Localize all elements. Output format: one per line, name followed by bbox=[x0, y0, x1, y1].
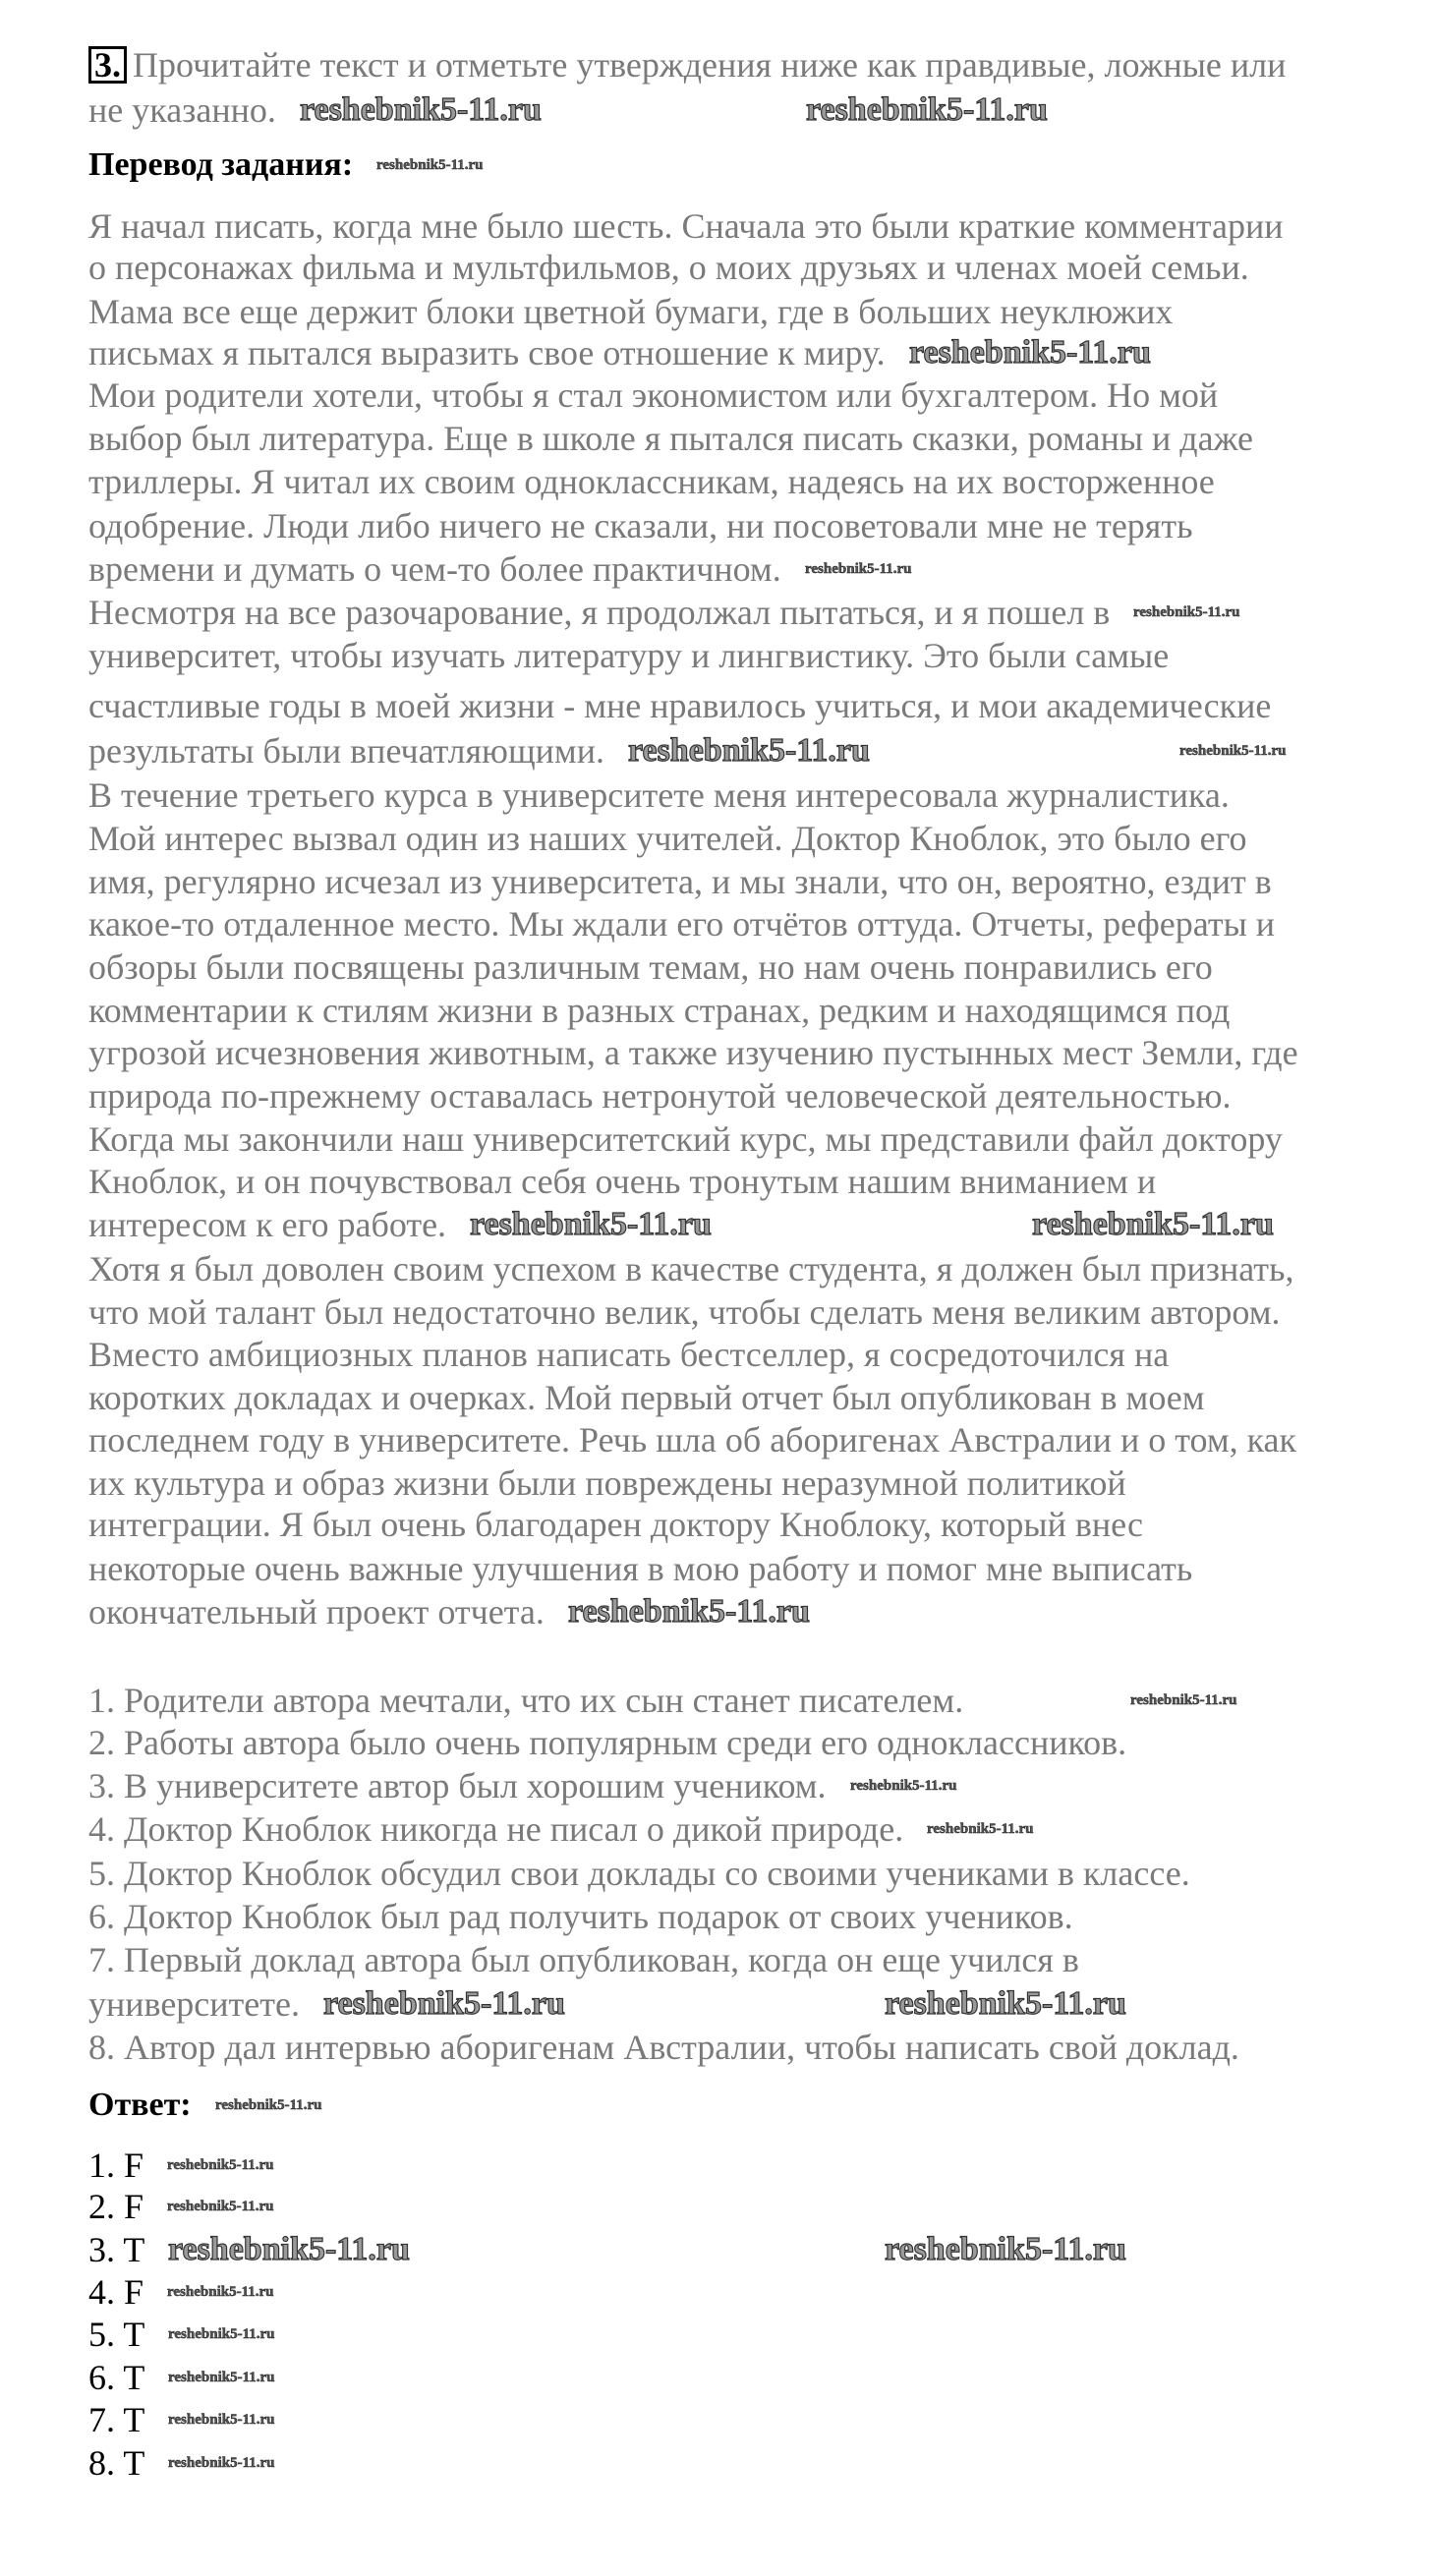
answer-item: 6. T bbox=[88, 2358, 145, 2397]
text-line: университет, чтобы изучать литературу и лингвистику. Это были самые bbox=[88, 636, 1170, 675]
watermark-text: reshebnik5-11.ru bbox=[1133, 603, 1240, 620]
text-line: Несмотря на все разочарование, я продолжал пытаться, и я пошел в bbox=[88, 593, 1111, 632]
text-line: Вместо амбициозных планов написать бестселлер, я сосредоточился на bbox=[88, 1335, 1170, 1374]
text-line: интересом к его работе. bbox=[88, 1205, 447, 1244]
text-line: окончательный проект отчета. bbox=[88, 1592, 545, 1631]
text-line: коротких докладах и очерках. Мой первый отчет был опубликован в моем bbox=[88, 1378, 1205, 1417]
watermark-text: reshebnik5-11.ru bbox=[167, 2283, 274, 2300]
watermark-text: reshebnik5-11.ru bbox=[628, 732, 870, 769]
answer-item: 1. F bbox=[88, 2146, 144, 2185]
statement-line: 2. Работы автора было очень популярным среди его одноклассников. bbox=[88, 1723, 1127, 1762]
text-line: выбор был литература. Еще в школе я пытался писать сказки, романы и даже bbox=[88, 419, 1253, 458]
watermark-text: reshebnik5-11.ru bbox=[168, 2325, 275, 2342]
answer-item: 2. F bbox=[88, 2187, 144, 2226]
answer-item: 8. T bbox=[88, 2443, 145, 2483]
watermark-text: reshebnik5-11.ru bbox=[168, 2369, 275, 2385]
watermark-text: reshebnik5-11.ru bbox=[1032, 1206, 1274, 1242]
answer-heading: Ответ: bbox=[88, 2087, 192, 2123]
watermark-text: reshebnik5-11.ru bbox=[167, 2156, 274, 2173]
watermark-text: reshebnik5-11.ru bbox=[168, 2454, 275, 2471]
text-line: последнем году в университете. Речь шла об аборигенах Австралии и о том, как bbox=[88, 1420, 1297, 1460]
translation-heading: Перевод задания: bbox=[88, 146, 354, 183]
text-line: угрозой исчезновения животным, а также изучению пустынных мест Земли, где bbox=[88, 1033, 1298, 1072]
statement-line: 8. Автор дал интервью аборигенам Австралии, чтобы написать свой доклад. bbox=[88, 2028, 1239, 2067]
watermark-text: reshebnik5-11.ru bbox=[215, 2096, 322, 2113]
watermark-text: reshebnik5-11.ru bbox=[470, 1206, 712, 1242]
text-line: обзоры были посвящены различным темам, но нам очень понравились его bbox=[88, 947, 1213, 987]
statement-line: 1. Родители автора мечтали, что их сын станет писателем. bbox=[88, 1681, 964, 1720]
text-line: природа по-прежнему оставалась нетронутой человеческой деятельностью. bbox=[88, 1076, 1232, 1116]
answer-item: 4. F bbox=[88, 2272, 144, 2312]
text-line: триллеры. Я читал их своим одноклассникам, надеясь на их восторженное bbox=[88, 462, 1215, 501]
watermark-text: reshebnik5-11.ru bbox=[909, 334, 1151, 371]
text-line: некоторые очень важные улучшения в мою работу и помог мне выписать bbox=[88, 1549, 1193, 1588]
text-line: о персонажах фильма и мультфильмов, о моих друзьях и членах моей семьи. bbox=[88, 248, 1249, 287]
statement-line: университете. bbox=[88, 1984, 300, 2024]
text-line: Хотя я был доволен своим успехом в качестве студента, я должен был признать, bbox=[88, 1249, 1294, 1288]
watermark-text: reshebnik5-11.ru bbox=[1130, 1691, 1237, 1708]
watermark-text: reshebnik5-11.ru bbox=[805, 560, 912, 577]
instruction-text: Прочитайте текст и отметьте утверждения ниже как правдивые, ложные или bbox=[133, 45, 1287, 85]
watermark-text: reshebnik5-11.ru bbox=[168, 2231, 410, 2267]
statement-line: 7. Первый доклад автора был опубликован, когда он еще учился в bbox=[88, 1940, 1079, 1979]
watermark-text: reshebnik5-11.ru bbox=[806, 91, 1048, 128]
watermark-text: reshebnik5-11.ru bbox=[568, 1593, 810, 1630]
watermark-text: reshebnik5-11.ru bbox=[927, 1820, 1034, 1837]
watermark-text: reshebnik5-11.ru bbox=[850, 1777, 957, 1794]
text-line: Мой интерес вызвал один из наших учителей. Доктор Кноблок, это было его bbox=[88, 819, 1247, 858]
statement-line: 6. Доктор Кноблок был рад получить подарок от своих учеников. bbox=[88, 1897, 1073, 1936]
statement-line: 4. Доктор Кноблок никогда не писал о дикой природе. bbox=[88, 1809, 904, 1849]
task-instruction bbox=[88, 45, 1286, 85]
text-line: Кноблок, и он почувствовал себя очень тронутым нашим вниманием и bbox=[88, 1162, 1157, 1201]
text-line: Когда мы закончили наш университетский курс, мы представили файл доктору bbox=[88, 1119, 1283, 1159]
instruction-continuation: не указанно. bbox=[88, 90, 276, 130]
text-line: Мои родители хотели, чтобы я стал экономистом или бухгалтером. Но мой bbox=[88, 375, 1219, 415]
text-line: интеграции. Я был очень благодарен доктору Кноблоку, который внес bbox=[88, 1505, 1144, 1544]
watermark-text: reshebnik5-11.ru bbox=[167, 2198, 274, 2214]
text-line: письмах я пытался выразить свое отношение к миру. bbox=[88, 333, 886, 372]
text-line: одобрение. Люди либо ничего не сказали, ни посоветовали мне не терять bbox=[88, 506, 1193, 545]
watermark-text: reshebnik5-11.ru bbox=[300, 91, 542, 128]
statement-line: 5. Доктор Кноблок обсудил свои доклады со своими учениками в классе. bbox=[88, 1854, 1190, 1893]
text-line: Я начал писать, когда мне было шесть. Сначала это были краткие комментарии bbox=[88, 206, 1284, 246]
watermark-text: reshebnik5-11.ru bbox=[1179, 742, 1287, 759]
task-number: 3. bbox=[88, 46, 127, 84]
watermark-text: reshebnik5-11.ru bbox=[885, 1985, 1126, 2022]
text-line: комментарии к стилям жизни в разных странах, редким и находящимся под bbox=[88, 991, 1231, 1030]
text-line: В течение третьего курса в университете меня интересовала журналистика. bbox=[88, 775, 1230, 815]
answer-item: 7. T bbox=[88, 2400, 145, 2439]
text-line: имя, регулярно исчезал из университета, и мы знали, что он, вероятно, ездит в bbox=[88, 862, 1272, 901]
watermark-text: reshebnik5-11.ru bbox=[376, 156, 484, 173]
watermark-text: reshebnik5-11.ru bbox=[168, 2411, 275, 2428]
watermark-text: reshebnik5-11.ru bbox=[323, 1985, 565, 2022]
answer-item: 3. T bbox=[88, 2230, 145, 2269]
text-line: результаты были впечатляющими. bbox=[88, 731, 604, 771]
text-line: времени и думать о чем-то более практичном. bbox=[88, 549, 781, 589]
statement-line: 3. В университете автор был хорошим учеником. bbox=[88, 1766, 827, 1805]
text-line: их культура и образ жизни были повреждены неразумной политикой bbox=[88, 1463, 1126, 1503]
text-line: счастливые годы в моей жизни - мне нравилось учиться, и мои академические bbox=[88, 686, 1272, 725]
watermark-text: reshebnik5-11.ru bbox=[885, 2231, 1126, 2267]
answer-item: 5. T bbox=[88, 2315, 145, 2354]
text-line: какое-то отдаленное место. Мы ждали его отчётов оттуда. Отчеты, рефераты и bbox=[88, 904, 1276, 944]
text-line: Мама все еще держит блоки цветной бумаги, где в больших неуклюжих bbox=[88, 292, 1174, 331]
text-line: что мой талант был недостаточно велик, чтобы сделать меня великим автором. bbox=[88, 1292, 1281, 1332]
